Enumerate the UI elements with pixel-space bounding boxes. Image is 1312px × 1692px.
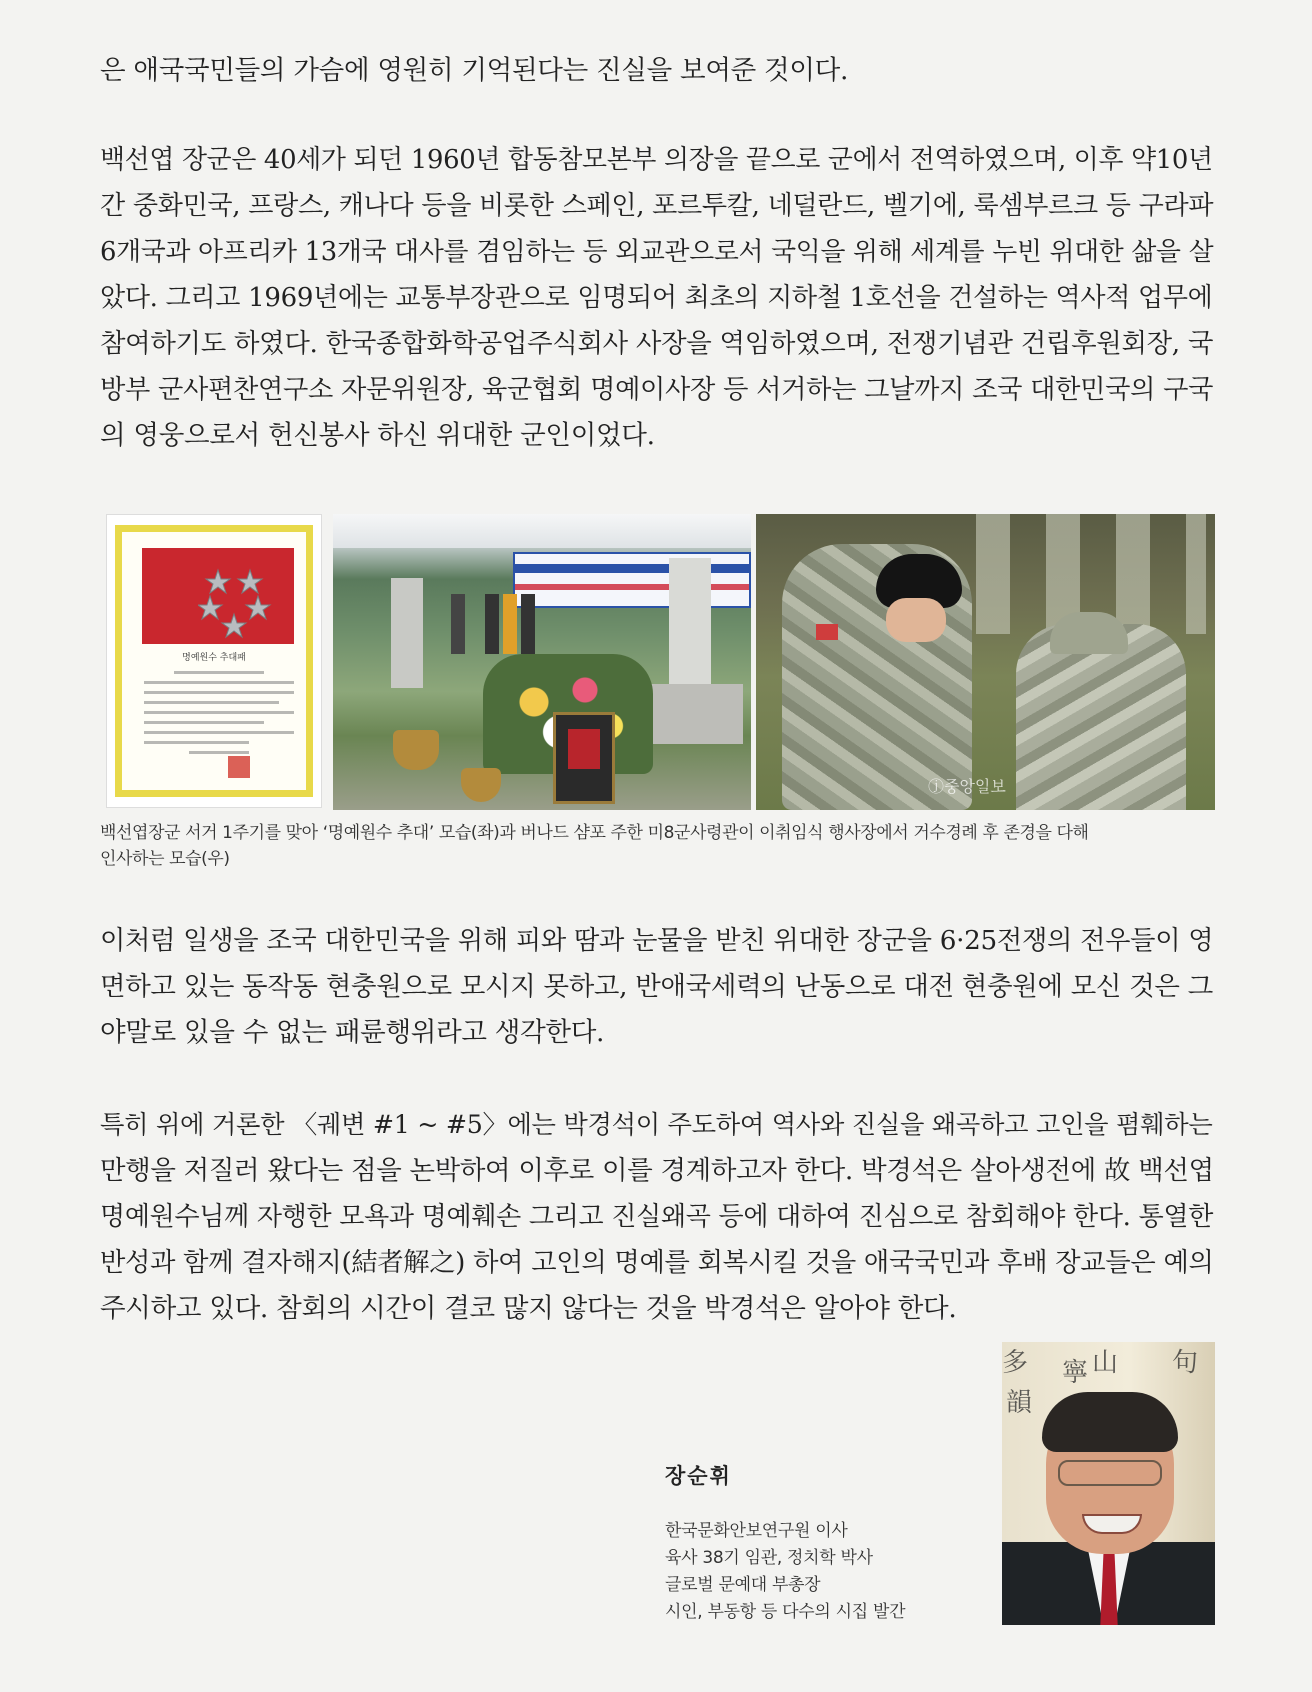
- salute-photo: [756, 514, 1215, 810]
- paragraph-line: 야말로 있을 수 없는 패륜행위라고 생각한다.: [100, 1017, 605, 1048]
- incense-burner: [393, 730, 439, 770]
- seal-stamp: [228, 756, 250, 778]
- paragraph-line: 이처럼 일생을 조국 대한민국을 위해 피와 땀과 눈물을 받친 위대한 장군을 6·25전쟁의 전우들이 영: [100, 926, 1214, 956]
- certificate-text: [144, 664, 294, 761]
- certificate-title: 명예원수 추대패: [182, 653, 246, 663]
- flag-case: [553, 712, 615, 804]
- paragraph-line: 참여하기도 하였다. 한국종합화학공업주식회사 사장을 역임하였으며, 전쟁기념관 건립후원회장, 국: [100, 329, 1214, 359]
- paragraph-line: 면하고 있는 동작동 현충원으로 모시지 못하고, 반애국세력의 난동으로 대전 현충원에 모신 것은 그: [100, 971, 1213, 1002]
- photo-watermark: ⓙ중앙일보: [928, 777, 1006, 796]
- caption-line: 백선엽장군 서거 1주기를 맞아 ‘명예원수 추대’ 모습(좌)과 버나드 샴포 주한 미8군사령관이 이취임식 행사장에서 거수경례 후 존경을 다해: [100, 823, 1089, 843]
- paragraph-line: 의 영웅으로서 헌신봉사 하신 위대한 군인이었다.: [100, 420, 655, 451]
- paragraph-criticism: [100, 918, 1214, 1056]
- general-flag-image: [142, 548, 294, 644]
- calligraphy-char: 韻: [1006, 1388, 1033, 1418]
- paragraph-line: 반성과 함께 결자해지(結者解之) 하여 고인의 명예를 회복시킬 것을 애국국민과 후배 장교들은 예의: [100, 1248, 1214, 1278]
- paragraph-line: 만행을 저질러 왔다는 점을 논박하여 이후로 이를 경계하고자 한다. 박경석은 살아생전에 故 백선엽: [100, 1155, 1214, 1186]
- cemetery-ceremony-photo: [333, 514, 751, 810]
- author-portrait: [1002, 1342, 1215, 1625]
- author-bio-line: 한국문화안보연구원 이사: [665, 1521, 848, 1541]
- author-bio-line: 육사 38기 임관, 정치학 박사: [665, 1548, 873, 1568]
- author-bio-line: 시인, 부동항 등 다수의 시집 발간: [665, 1602, 906, 1622]
- calligraphy-char: 句: [1172, 1348, 1199, 1378]
- paragraph-line: 주시하고 있다. 참회의 시간이 결코 많지 않다는 것을 박경석은 알아야 한다.: [100, 1293, 957, 1324]
- paragraph-line: 특히 위에 거론한 〈궤변 #1 ~ #5〉에는 박경석이 주도하여 역사와 진실을 왜곡하고 고인을 폄훼하는: [100, 1110, 1213, 1139]
- paragraph-career: [100, 137, 1214, 459]
- author-bio: [665, 1518, 905, 1626]
- paragraph-intro: [100, 48, 1214, 94]
- paragraph-conclusion: [100, 1102, 1214, 1332]
- caption-line: 인사하는 모습(우): [100, 849, 230, 869]
- paragraph-line: 았다. 그리고 1969년에는 교통부장관으로 임명되어 최초의 지하철 1호선을 건설하는 역사적 업무에: [100, 283, 1213, 313]
- paragraph-line: 은 애국국민들의 가슴에 영원히 기억된다는 진실을 보여준 것이다.: [100, 55, 849, 86]
- five-star-icon: [198, 566, 278, 646]
- ceremony-banner: [513, 552, 751, 608]
- calligraphy-char: 山: [1092, 1348, 1119, 1378]
- calligraphy-char: 多: [1002, 1348, 1029, 1378]
- author-name: 장순휘: [665, 1464, 732, 1488]
- author-bio-line: 글로벌 문예대 부총장: [665, 1575, 821, 1595]
- certificate-photo: [106, 514, 322, 808]
- paragraph-line: 백선엽 장군은 40세가 되던 1960년 합동참모본부 의장을 끝으로 군에서 전역하였으며, 이후 약10년: [100, 145, 1213, 175]
- paragraph-line: 간 중화민국, 프랑스, 캐나다 등을 비롯한 스페인, 포르투칼, 네덜란드, 벨기에, 룩셈부르크 등 구라파: [100, 191, 1214, 221]
- paragraph-line: 방부 군사편찬연구소 자문위원장, 육군협회 명예이사장 등 서거하는 그날까지 조국 대한민국의 구국: [100, 375, 1214, 405]
- paragraph-line: 6개국과 아프리카 13개국 대사를 겸임하는 등 외교관으로서 국익을 위해 세계를 누빈 위대한 삶을 살: [100, 237, 1214, 267]
- photo-caption: [100, 820, 1214, 872]
- paragraph-line: 명예원수님께 자행한 모욕과 명예훼손 그리고 진실왜곡 등에 대하여 진심으로 참회해야 한다. 통열한: [100, 1202, 1214, 1232]
- calligraphy-char: 寧: [1062, 1358, 1089, 1388]
